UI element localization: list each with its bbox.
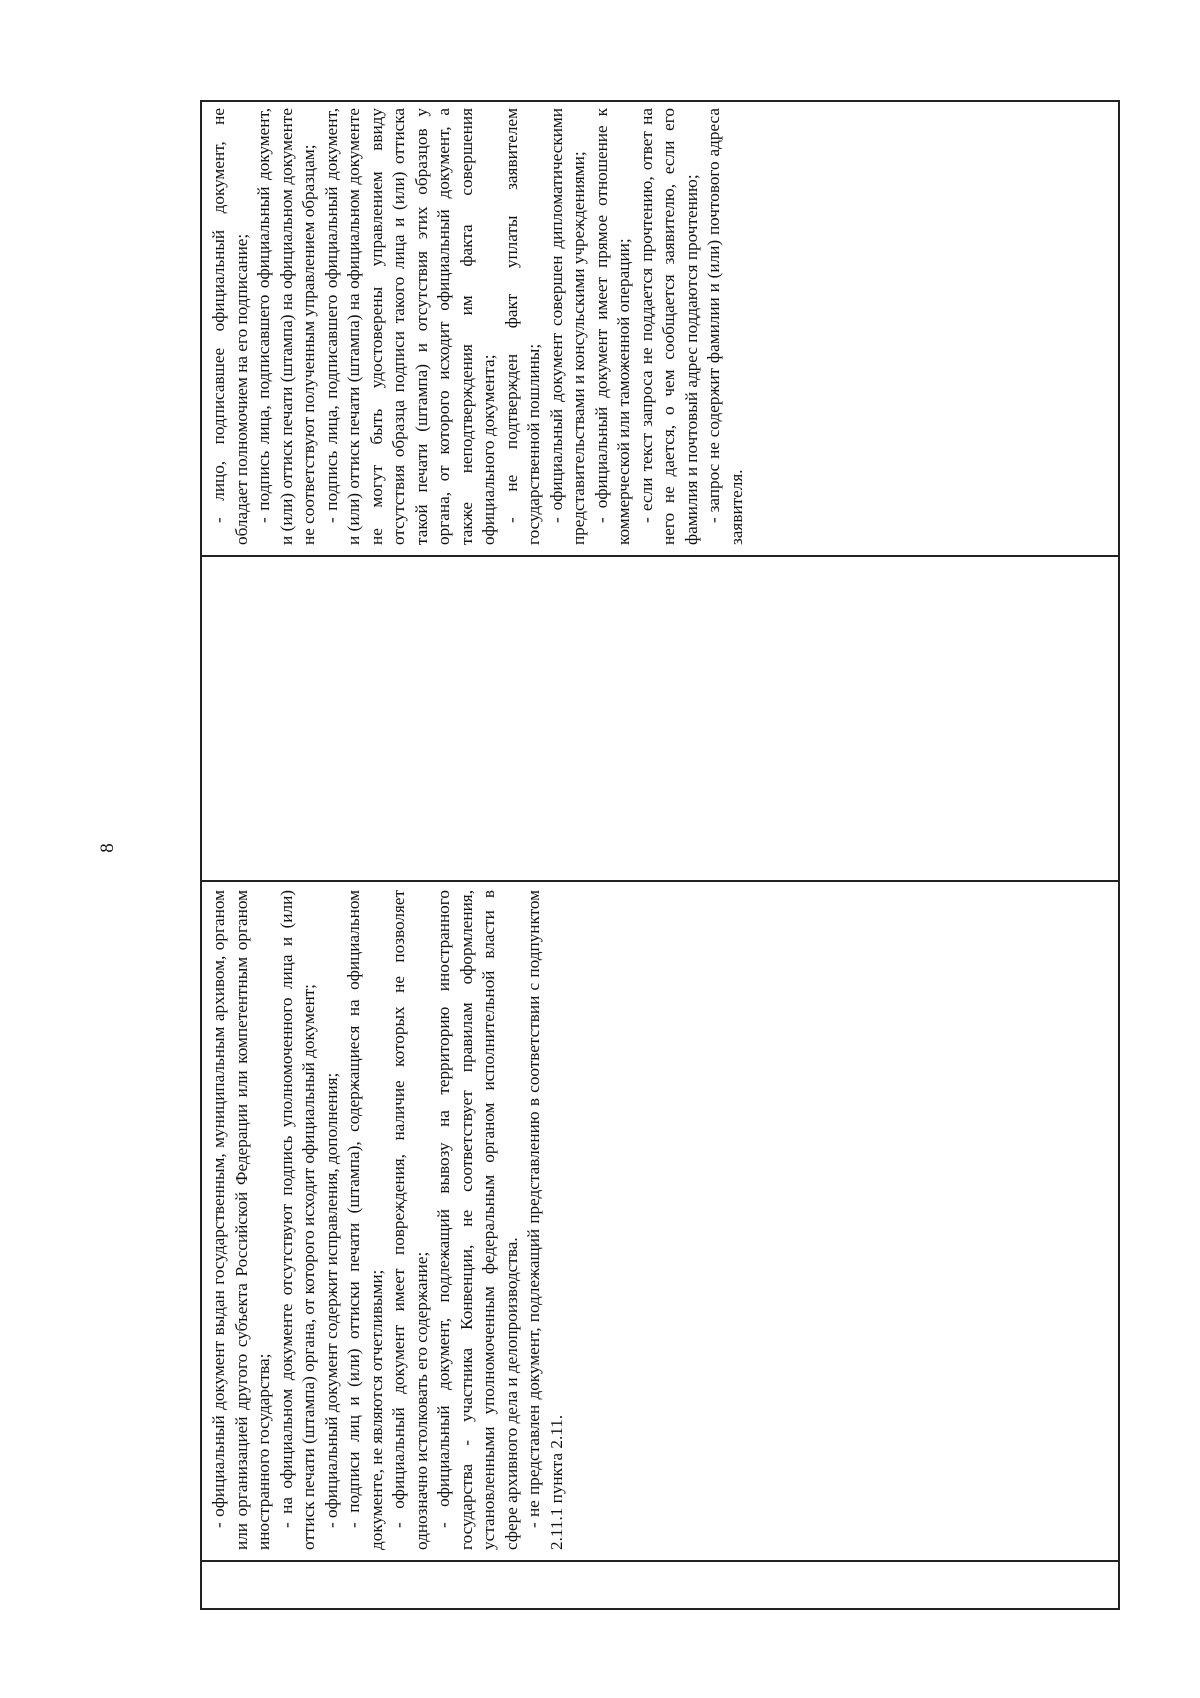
list-item: - не представлен документ, подлежащий представлению в соответствии с подпунктом 2.11.1 пункта 2.11. [524,890,566,1550]
list-item: - подпись лица, подписавшего официальный документ, и (или) оттиск печати (штампа) на официальном документе не могут быть удостоверены управлением ввиду отсутствия образца подписи такого лица и (или) оттиска такой печати (штампа) и отсутствия этих образцов у органа, от которого исходит официальный документ, а также неподтверждения им факта совершения официального документа; [321,108,498,545]
list-item: - на официальном документе отсутствуют подпись уполномоченного лица и (или) оттиск печати (штампа) органа, от которого исходит официальный документ; [276,890,318,1550]
page-number: 8 [97,843,118,853]
table-column-empty-3 [202,555,1118,880]
grounds-refusal-text [202,882,574,1560]
list-item: - запрос не содержит фамилии и (или) почтового адреса заявителя. [704,108,746,545]
list-item: - официальный документ, подлежащий вывозу на территорию иностранного государства - участника Конвенции, не соответствует правилам оформления, установленными уполномоченным федеральным органом исполнительной власти в сфере архивного дела и делопроизводства. [434,890,521,1550]
list-item: - подписи лиц и (или) оттиски печати (штампа), содержащиеся на официальном документе, не являются отчетливыми; [344,890,386,1550]
list-item: - если текст запроса не поддается прочтению, ответ на него не дается, о чем сообщается заявителю, если его фамилия и почтовый адрес поддаются прочтению; [636,108,701,545]
list-item: - официальный документ имеет повреждения, наличие которых не позволяет однозначно истолковать его содержание; [389,890,431,1550]
table-column-grounds-apostille [202,100,1118,555]
table-column-empty-1 [202,1560,1118,1608]
list-item: - официальный документ выдан государственным, муниципальным архивом, органом или организацией другого субъекта Российской Федерации или компетентным органом иностранного государства; [209,890,273,1550]
list-item: - подпись лица, подписавшего официальный документ, и (или) оттиск печати (штампа) на официальном документе не соответствуют полученным управлением образцам; [254,108,318,545]
list-item: - официальный документ имеет прямое отношение к коммерческой или таможенной операции; [591,108,633,545]
table-column-grounds-refusal [202,880,1118,1560]
list-item: - официальный документ содержит исправления, дополнения; [321,1072,341,1528]
grounds-apostille-text [202,100,754,555]
document-table [200,100,1120,1610]
list-item: - лицо, подписавшее официальный документ, не обладает полномочием на его подписание; [209,108,251,545]
list-item: - официальный документ совершен дипломатическими представительствами и консульскими учреждениями; [546,108,588,545]
list-item: - не подтвержден факт уплаты заявителем государственной пошлины; [501,108,543,545]
